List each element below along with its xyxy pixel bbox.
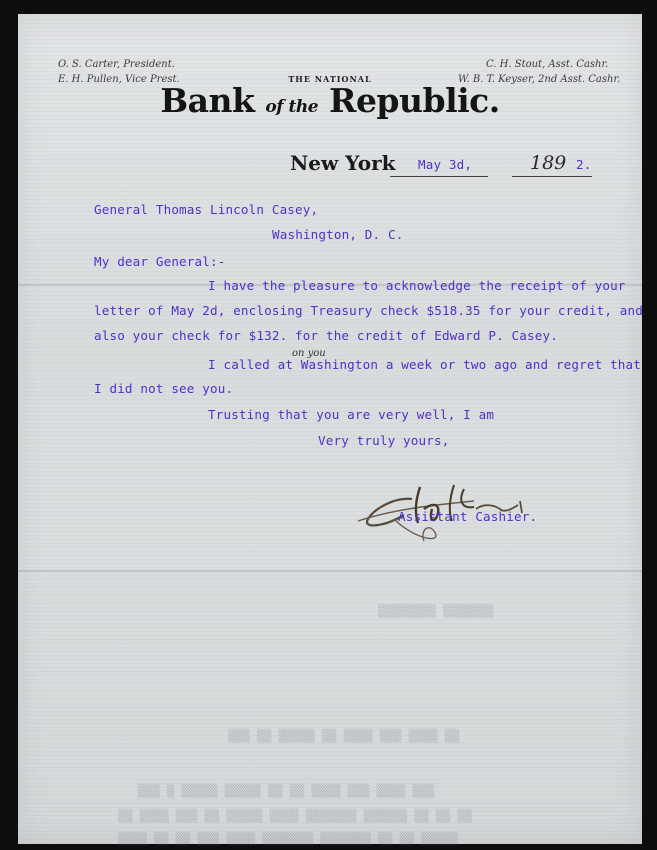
- date-rule: [390, 176, 488, 177]
- officer-assistant-cashier: C. H. Stout, Asst. Cashr.: [486, 59, 609, 70]
- bleed-through-text: ▒▒▒▒ ▒▒ ▒▒ ▒▒▒ ▒▒▒▒ ▒▒▒▒▒▒▒ ▒▒▒▒▒▒▒ ▒▒ ▒▒ ▒▒▒▒▒: [118, 832, 458, 846]
- bank-name-word-2: of the: [265, 97, 319, 117]
- bleed-through-text: ▒▒▒ ▒▒ ▒▒▒▒▒ ▒▒ ▒▒▒▒ ▒▒▒ ▒▒▒▒ ▒▒: [228, 729, 460, 743]
- bleed-through-text: ▒▒ ▒▒▒▒ ▒▒▒ ▒▒ ▒▒▒▒▒ ▒▒▒▒ ▒▒▒▒▒▒▒ ▒▒▒▒▒▒ ▒▒ ▒▒ ▒▒: [118, 809, 473, 823]
- officer-president: O. S. Carter, President.: [58, 59, 175, 70]
- letter-sheet: [18, 14, 642, 844]
- body-line: I called at Washington a week or two ago and regret that: [208, 357, 641, 372]
- salutation: My dear General:-: [94, 254, 226, 269]
- bank-name-word-3: Republic.: [329, 81, 500, 120]
- year-rule: [512, 176, 592, 177]
- bleed-through-text: ▒▒▒ ▒ ▒▒▒▒▒ ▒▒▒▒▒ ▒▒ ▒▒ ▒▒▒▒ ▒▒▒ ▒▒▒▒ ▒▒▒: [138, 784, 435, 798]
- city-name: New York: [290, 151, 396, 175]
- officer-vice-president: E. H. Pullen, Vice Prest.: [58, 74, 180, 85]
- closing: Very truly yours,: [318, 433, 450, 448]
- body-line: I did not see you.: [94, 381, 234, 396]
- recipient-city: Washington, D. C.: [272, 227, 404, 242]
- date-year-suffix: 2.: [576, 157, 592, 172]
- officer-second-assistant-cashier: W. B. T. Keyser, 2nd Asst. Cashr.: [458, 74, 621, 85]
- body-line: I have the pleasure to acknowledge the receipt of your: [208, 278, 626, 293]
- bank-prefix: THE NATIONAL: [288, 74, 372, 84]
- fold-line: [18, 570, 642, 572]
- body-line: Trusting that you are very well, I am: [208, 407, 495, 422]
- body-line: letter of May 2d, enclosing Treasury check $518.35 for your credit, and: [94, 303, 643, 318]
- bleed-through-text: ▒▒▒▒▒▒▒▒ ▒▒▒▒▒▒▒: [378, 604, 494, 618]
- bank-name-word-1: Bank: [160, 81, 255, 120]
- handwritten-insertion: on you: [292, 348, 326, 359]
- recipient-name: General Thomas Lincoln Casey,: [94, 202, 319, 217]
- date-month-day: May 3d,: [418, 157, 473, 172]
- bank-name: [18, 81, 642, 120]
- date-year-prefix: 189: [530, 152, 567, 174]
- body-line: also your check for $132. for the credit of Edward P. Casey.: [94, 328, 558, 343]
- signer-title: Assistant Cashier.: [398, 509, 538, 524]
